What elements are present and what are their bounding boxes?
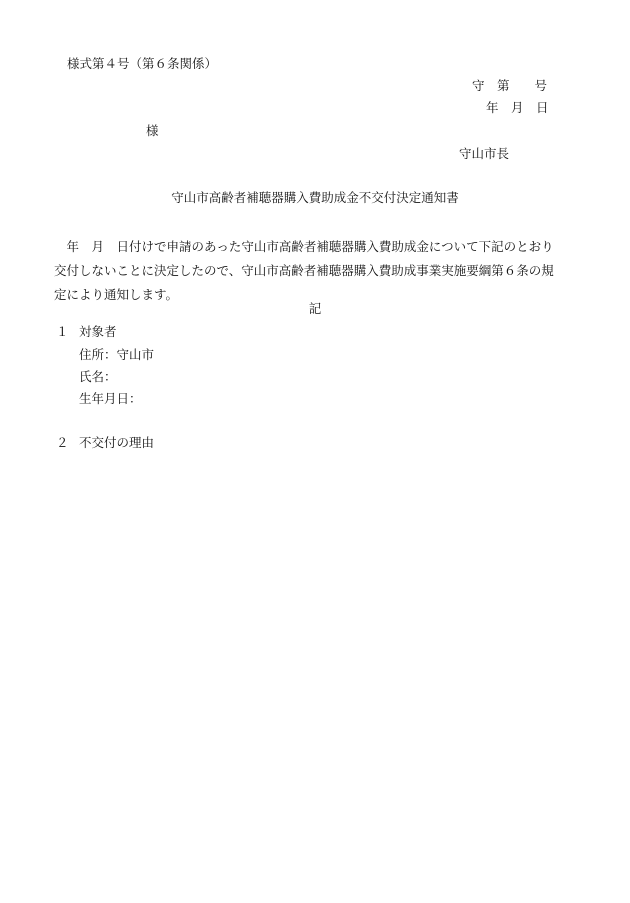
body-line: 交付しないことに決定したので、守山市高齢者補聴器購入費助成事業実施要綱第６条の規 — [54, 263, 554, 278]
document-title: 守山市高齢者補聴器購入費助成金不交付決定通知書 — [171, 190, 459, 205]
body-line: 年 月 日付けで申請のあった守山市高齢者補聴器購入費助成金について下記のとおり — [54, 239, 554, 254]
document-number: 守 第 号 — [472, 78, 548, 93]
section-1-number: １ — [56, 324, 69, 339]
address-field: 住所：守山市 — [79, 347, 155, 362]
section-2-number: ２ — [56, 435, 69, 450]
form-number: 様式第４号（第６条関係） — [67, 56, 218, 71]
document-date: 年 月 日 — [486, 100, 549, 115]
body-paragraph — [54, 235, 579, 307]
issuer: 守山市長 — [459, 146, 510, 161]
section-1-title: 対象者 — [79, 324, 117, 339]
birth-date-field: 生年月日： — [79, 391, 142, 406]
name-field: 氏名： — [79, 369, 117, 384]
ki-heading: 記 — [308, 301, 322, 316]
addressee-suffix: 様 — [146, 123, 159, 138]
body-line: 定により通知します。 — [54, 287, 179, 302]
section-2-title: 不交付の理由 — [79, 435, 155, 450]
